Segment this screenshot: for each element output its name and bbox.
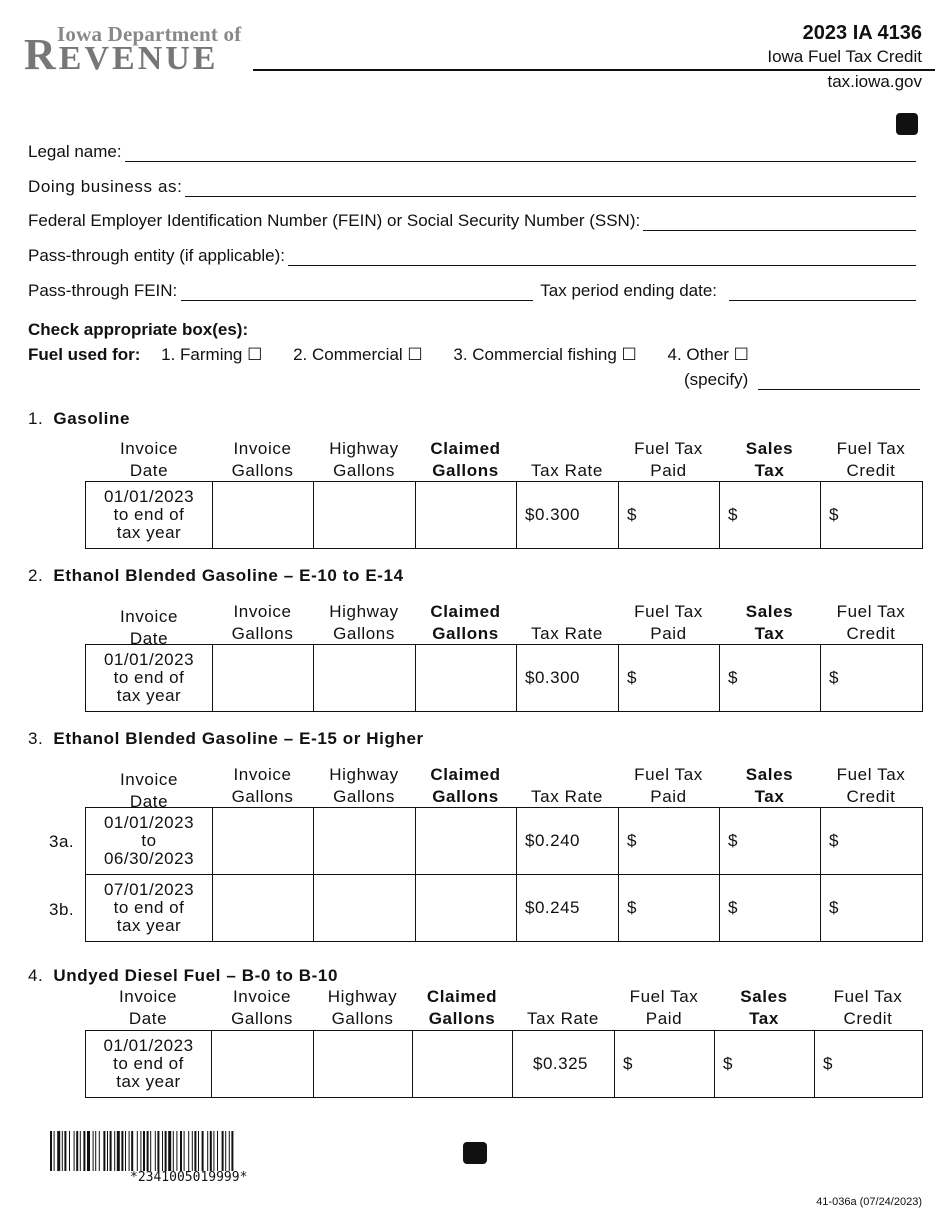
fuel-used-row xyxy=(28,345,775,365)
col-fuel-tax-paid: Fuel Tax Paid xyxy=(629,987,699,1028)
col-claimed-gallons: Claimed Gallons xyxy=(426,987,498,1028)
dba-label: Doing business as: xyxy=(28,177,183,196)
section-number: 4. xyxy=(28,966,44,985)
col-fuel-tax-credit: Fuel Tax Credit xyxy=(836,765,906,806)
legal-name-line[interactable] xyxy=(125,147,916,162)
fuel-tax-credit-input[interactable]: $ xyxy=(821,482,923,549)
registration-mark-icon xyxy=(896,113,918,135)
col-sales-tax: Sales Tax xyxy=(745,765,794,806)
tax-rate-cell: $0.240 xyxy=(517,808,619,875)
invoice-date-cell: 01/01/2023 to end of tax year xyxy=(86,1031,212,1098)
legal-name-field[interactable] xyxy=(28,142,916,162)
section-number: 1. xyxy=(28,409,44,428)
invoice-date-cell: 07/01/2023 to end of tax year xyxy=(86,875,213,942)
website-url[interactable]: tax.iowa.gov xyxy=(827,72,922,91)
dba-line[interactable] xyxy=(185,182,916,197)
fein-ssn-line[interactable] xyxy=(643,216,916,231)
tax-rate-cell: $0.245 xyxy=(517,875,619,942)
section-4-table xyxy=(85,1030,923,1098)
table-row xyxy=(86,482,923,549)
col-highway-gallons: Highway Gallons xyxy=(329,439,399,480)
fuel-tax-credit-input[interactable]: $ xyxy=(821,645,923,712)
fuel-tax-credit-input[interactable]: $ xyxy=(815,1031,923,1098)
col-invoice-gallons: Invoice Gallons xyxy=(231,439,294,480)
specify-line[interactable] xyxy=(758,375,920,390)
col-fuel-tax-paid: Fuel Tax Paid xyxy=(634,439,703,480)
col-invoice-date: Invoice Date xyxy=(119,439,179,480)
col-claimed-gallons: Claimed Gallons xyxy=(430,765,501,806)
col-highway-gallons: Highway Gallons xyxy=(327,987,398,1028)
highway-gallons-input[interactable] xyxy=(314,1031,413,1098)
col-fuel-tax-credit: Fuel Tax Credit xyxy=(833,987,903,1028)
fuel-used-label: Fuel used for: xyxy=(28,345,141,364)
col-highway-gallons: Highway Gallons xyxy=(329,765,399,806)
sales-tax-input[interactable]: $ xyxy=(720,808,821,875)
col-tax-rate: Tax Rate xyxy=(531,624,603,643)
highway-gallons-input[interactable] xyxy=(314,808,416,875)
fuel-tax-paid-input[interactable]: $ xyxy=(619,482,720,549)
table-row xyxy=(86,808,923,875)
col-sales-tax: Sales Tax xyxy=(745,602,794,643)
sales-tax-input[interactable]: $ xyxy=(720,645,821,712)
col-tax-rate: Tax Rate xyxy=(531,787,603,806)
col-invoice-date: Invoice Date xyxy=(118,987,178,1028)
col-fuel-tax-paid: Fuel Tax Paid xyxy=(634,765,703,806)
claimed-gallons-input[interactable] xyxy=(416,875,517,942)
table-row xyxy=(86,1031,923,1098)
tax-period-label: Tax period ending date: xyxy=(540,281,718,300)
checkbox-commercial-fishing[interactable]: 3. Commercial fishing ☐ xyxy=(453,345,637,364)
col-highway-gallons: Highway Gallons xyxy=(329,602,399,643)
col-fuel-tax-credit: Fuel Tax Credit xyxy=(836,439,906,480)
table-row xyxy=(86,645,923,712)
col-invoice-gallons: Invoice Gallons xyxy=(231,602,294,643)
invoice-gallons-input[interactable] xyxy=(212,1031,314,1098)
highway-gallons-input[interactable] xyxy=(314,645,416,712)
header-rule xyxy=(253,69,935,71)
pass-through-fein-row xyxy=(28,281,916,301)
highway-gallons-input[interactable] xyxy=(314,875,416,942)
section-3-title xyxy=(28,729,424,749)
fuel-tax-paid-input[interactable]: $ xyxy=(619,645,720,712)
tax-rate-cell: $0.300 xyxy=(517,482,619,549)
col-claimed-gallons: Claimed Gallons xyxy=(430,439,501,480)
claimed-gallons-input[interactable] xyxy=(416,645,517,712)
col-sales-tax: Sales Tax xyxy=(745,439,794,480)
invoice-gallons-input[interactable] xyxy=(213,808,314,875)
invoice-date-cell: 01/01/2023 to end of tax year xyxy=(86,645,213,712)
section-3-table xyxy=(85,807,923,942)
pass-through-entity-line[interactable] xyxy=(288,251,916,266)
fein-ssn-label: Federal Employer Identification Number (FEIN) or Social Security Number (SSN): xyxy=(28,211,641,230)
form-title: Iowa Fuel Tax Credit xyxy=(767,47,922,66)
tax-rate-cell: $0.325 xyxy=(513,1031,615,1098)
row-label-3a: 3a. xyxy=(49,832,75,851)
col-invoice-date: Invoice Date xyxy=(119,607,179,648)
highway-gallons-input[interactable] xyxy=(314,482,416,549)
fuel-tax-credit-input[interactable]: $ xyxy=(821,808,923,875)
invoice-date-cell: 01/01/2023 to 06/30/2023 xyxy=(86,808,213,875)
form-id: 2023 IA 4136 xyxy=(802,22,922,44)
fuel-tax-credit-input[interactable]: $ xyxy=(821,875,923,942)
row-label-3b: 3b. xyxy=(49,900,75,919)
tax-rate-cell: $0.300 xyxy=(517,645,619,712)
sales-tax-input[interactable]: $ xyxy=(720,482,821,549)
col-invoice-gallons: Invoice Gallons xyxy=(231,987,293,1028)
registration-mark-icon xyxy=(463,1142,487,1164)
checkbox-farming[interactable]: 1. Farming ☐ xyxy=(161,345,263,364)
col-claimed-gallons: Claimed Gallons xyxy=(430,602,501,643)
col-sales-tax: Sales Tax xyxy=(740,987,788,1028)
fuel-tax-paid-input[interactable]: $ xyxy=(619,808,720,875)
tax-period-line[interactable] xyxy=(729,286,916,301)
claimed-gallons-input[interactable] xyxy=(413,1031,513,1098)
section-title: Undyed Diesel Fuel – B-0 to B-10 xyxy=(53,966,339,985)
claimed-gallons-input[interactable] xyxy=(416,808,517,875)
section-title: Ethanol Blended Gasoline – E-15 or Higher xyxy=(53,729,424,748)
table-row xyxy=(86,875,923,942)
invoice-gallons-input[interactable] xyxy=(213,875,314,942)
dba-field[interactable] xyxy=(28,177,916,197)
col-invoice-gallons: Invoice Gallons xyxy=(231,765,294,806)
pass-through-entity-label: Pass-through entity (if applicable): xyxy=(28,246,286,265)
col-tax-rate: Tax Rate xyxy=(531,461,603,480)
section-title: Gasoline xyxy=(53,409,130,428)
section-number: 2. xyxy=(28,566,44,585)
invoice-date-cell: 01/01/2023 to end of tax year xyxy=(86,482,213,549)
barcode-image xyxy=(50,1131,332,1171)
section-1-table xyxy=(85,481,923,549)
section-number: 3. xyxy=(28,729,44,748)
section-title: Ethanol Blended Gasoline – E-10 to E-14 xyxy=(53,566,404,585)
checkbox-commercial[interactable]: 2. Commercial ☐ xyxy=(293,345,423,364)
fuel-tax-paid-input[interactable]: $ xyxy=(615,1031,715,1098)
sales-tax-input[interactable]: $ xyxy=(720,875,821,942)
specify-field[interactable] xyxy=(684,370,920,390)
fein-ssn-field[interactable] xyxy=(28,211,916,231)
col-fuel-tax-credit: Fuel Tax Credit xyxy=(836,602,906,643)
section-1-title xyxy=(28,409,130,429)
section-2-title xyxy=(28,566,404,586)
specify-label: (specify) xyxy=(684,370,749,389)
legal-name-label: Legal name: xyxy=(28,142,122,161)
claimed-gallons-input[interactable] xyxy=(416,482,517,549)
section-2-table xyxy=(85,644,923,712)
sales-tax-input[interactable]: $ xyxy=(715,1031,815,1098)
col-tax-rate: Tax Rate xyxy=(527,1009,599,1028)
logo-department-text: Iowa Department of xyxy=(57,22,242,46)
section-4-title xyxy=(28,966,338,986)
check-title: Check appropriate box(es): xyxy=(28,320,249,339)
col-invoice-date: Invoice Date xyxy=(119,770,179,811)
col-fuel-tax-paid: Fuel Tax Paid xyxy=(634,602,703,643)
checkbox-other[interactable]: 4. Other ☐ xyxy=(667,345,749,364)
invoice-gallons-input[interactable] xyxy=(213,482,314,549)
pass-through-entity-field[interactable] xyxy=(28,246,916,266)
barcode-number: *2341005019999* xyxy=(130,1170,248,1185)
pass-through-fein-line[interactable] xyxy=(181,286,533,301)
logo-revenue-text: REVENUE xyxy=(24,30,219,79)
invoice-gallons-input[interactable] xyxy=(213,645,314,712)
fuel-tax-paid-input[interactable]: $ xyxy=(619,875,720,942)
form-number: 41-036a (07/24/2023) xyxy=(816,1196,922,1208)
pass-through-fein-label: Pass-through FEIN: xyxy=(28,281,178,300)
